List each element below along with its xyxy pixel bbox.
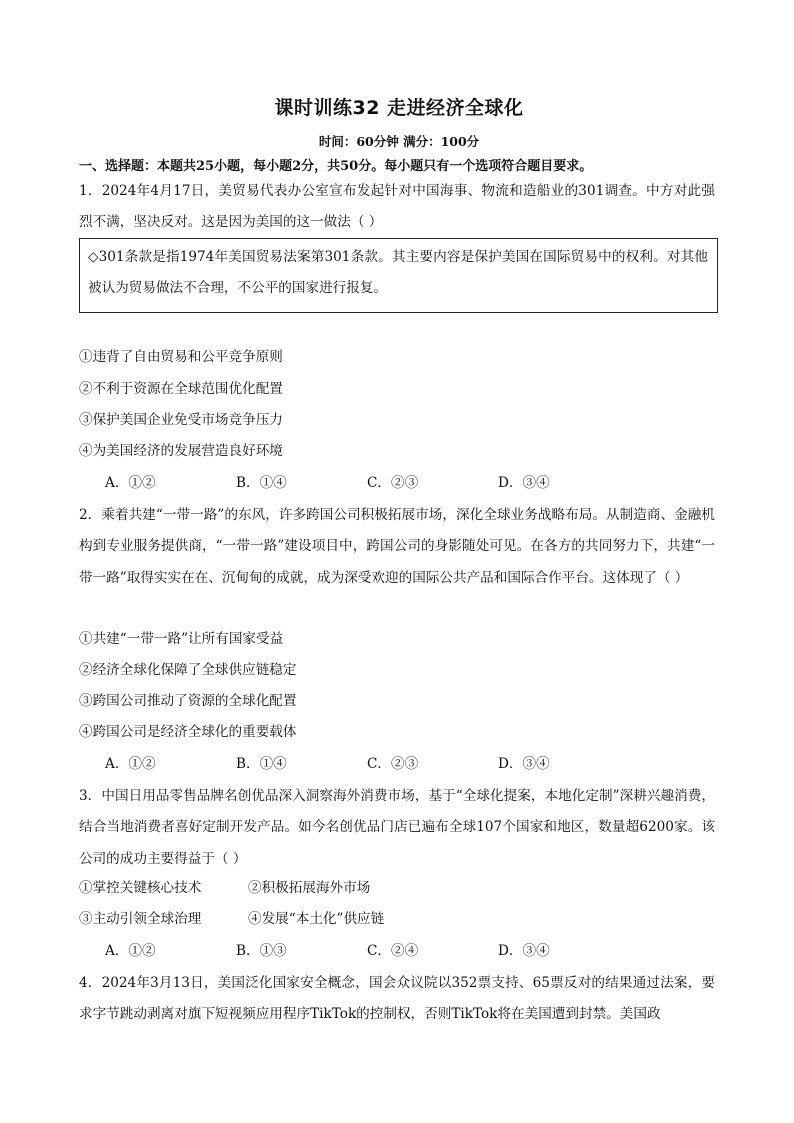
question-2-item-2: ②经济全球化保障了全球供应链稳定: [79, 662, 297, 678]
question-3-stem: 3．中国日用品零售品牌名创优品深入洞察海外消费市场，基于“全球化提案，本地化定制”深耕兴趣消费，结合当地消费者喜好定制开发产品。如今名创优品门店已遍布全球107个国家和地区，数量超6200家。该公司的成功主要得益于（ ）: [79, 788, 715, 867]
question-2-item-3: ③跨国公司推动了资源的全球化配置: [79, 693, 297, 709]
question-1-item-2: ②不利于资源在全球范围优化配置: [79, 381, 283, 397]
option-b[interactable]: B．①④: [236, 756, 287, 772]
option-d[interactable]: D．③④: [498, 756, 550, 772]
question-1-item-1: ①违背了自由贸易和公平竞争原则: [79, 349, 283, 365]
option-c[interactable]: C．②③: [367, 756, 419, 772]
question-3-item-4: ④发展“本土化”供应链: [248, 911, 385, 927]
option-d[interactable]: D．③④: [498, 475, 550, 491]
option-b[interactable]: B．①③: [236, 943, 287, 959]
question-2-stem: 2．乘着共建“一带一路”的东风，许多跨国公司积极拓展市场，深化全球业务战略布局。从制造商、金融机构到专业服务提供商，“一带一路”建设项目中，跨国公司的身影随处可见。在各方的共同努力下，共建“一带一路”取得实实在在、沉甸甸的成就，成为深受欢迎的国际公共产品和国际合作平台。这体现了（ ）: [79, 507, 715, 586]
option-d[interactable]: D．③④: [498, 943, 550, 959]
option-a[interactable]: A．①②: [105, 756, 156, 772]
section-heading: 一、选择题：本题共25小题，每小题2分，共50分。每小题只有一个选项符合题目要求。: [79, 159, 593, 174]
question-2-options: [105, 754, 629, 774]
option-b[interactable]: B．①④: [236, 475, 287, 491]
question-3-options: [105, 941, 629, 961]
question-1-item-4: ④为美国经济的发展营造良好环境: [79, 443, 283, 459]
question-1-stem: 1．2024年4月17日，美贸易代表办公室宣布发起针对中国海事、物流和造船业的301调查。中方对此强烈不满，坚决反对。这是因为美国的这一做法（ ）: [79, 183, 715, 231]
question-3-items-row-1: [79, 878, 370, 898]
question-3-items-row-2: [79, 909, 384, 929]
question-4-stem: 4．2024年3月13日，美国泛化国家安全概念，国会众议院以352票支持、65票反对的结果通过法案，要求字节跳动剥离对旗下短视频应用程序TikTok的控制权，否则TikTok将在美国遭到封禁。美国政: [79, 975, 715, 1023]
page-title: 课时训练32 走进经济全球化: [274, 97, 524, 119]
question-3-item-1: ①掌控关键核心技术: [79, 880, 202, 896]
question-2-item-4: ④跨国公司是经济全球化的重要载体: [79, 724, 297, 740]
exam-info: 时间：60分钟 满分：100分: [318, 134, 480, 149]
option-a[interactable]: A．①②: [105, 475, 156, 491]
option-a[interactable]: A．①②: [105, 943, 156, 959]
question-2-item-1: ①共建“一带一路”让所有国家受益: [79, 631, 284, 647]
question-1-material-box: [79, 238, 718, 313]
question-3-item-2: ②积极拓展海外市场: [248, 880, 371, 896]
question-1-options: [105, 473, 629, 493]
question-1-material: ◇301条款是指1974年美国贸易法案第301条款。其主要内容是保护美国在国际贸易中的权利。对其他被认为贸易做法不合理，不公平的国家进行报复。: [88, 249, 708, 297]
option-c[interactable]: C．②④: [367, 943, 419, 959]
question-1-item-3: ③保护美国企业免受市场竞争压力: [79, 412, 283, 428]
option-c[interactable]: C．②③: [367, 475, 419, 491]
question-3-item-3: ③主动引领全球治理: [79, 911, 202, 927]
